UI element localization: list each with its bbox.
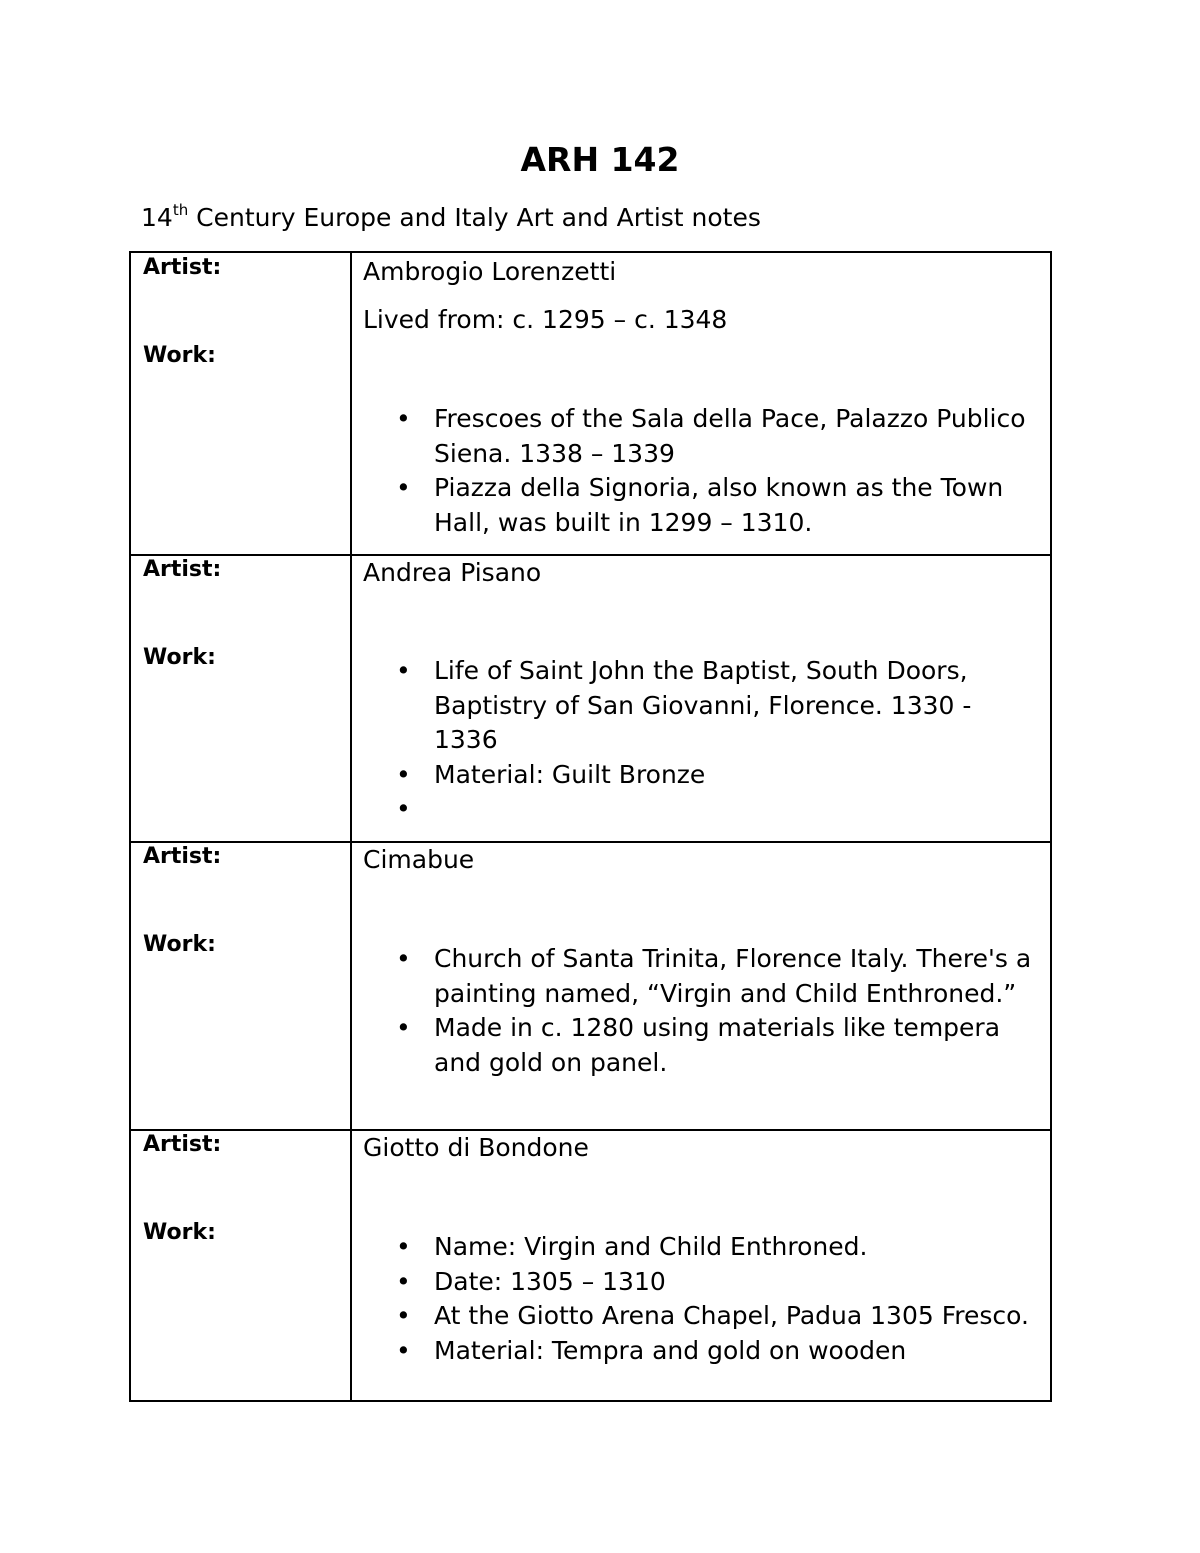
work-label: Work:: [143, 343, 216, 368]
work-label: Work:: [143, 645, 216, 670]
work-text: Made in c. 1280 using materials like tempera and gold on panel.: [434, 1013, 1001, 1077]
table-row: [130, 1130, 1051, 1401]
work-text: Church of Santa Trinita, Florence Italy. There's a painting named, “Virgin and Child Enthroned.”: [434, 944, 1032, 1008]
artist-label: Artist:: [143, 255, 222, 280]
work-text: Piazza della Signoria, also known as the Town Hall, was built in 1299 – 1310.: [434, 473, 1004, 537]
bullet-icon: •: [396, 656, 411, 685]
work-text: Name: Virgin and Child Enthroned.: [434, 1232, 868, 1261]
work-text: Date: 1305 – 1310: [434, 1266, 666, 1296]
artist-name: Cimabue: [363, 845, 475, 874]
subtitle-number: 14: [141, 203, 173, 232]
document-subtitle: [141, 200, 761, 236]
list-item: [396, 402, 1042, 471]
bullet-icon: •: [396, 759, 411, 789]
content-cell: [351, 252, 1051, 555]
content-cell: [351, 842, 1051, 1130]
bullet-icon: •: [396, 1335, 411, 1365]
subtitle-text: Century Europe and Italy Art and Artist notes: [188, 203, 761, 232]
table-row: [130, 555, 1051, 842]
bullet-icon: •: [396, 1232, 411, 1261]
list-item: [396, 1299, 1042, 1334]
artist-notes-table: [129, 251, 1052, 1402]
bullet-icon: •: [396, 1301, 411, 1330]
artist-name: Ambrogio Lorenzetti: [363, 257, 617, 286]
list-item: [396, 1011, 1042, 1080]
content-cell: [351, 1130, 1051, 1401]
bullet-icon: •: [396, 473, 411, 502]
list-item: [396, 758, 1042, 793]
works-list: [396, 942, 1042, 1080]
table-row: [130, 252, 1051, 555]
artist-name: Giotto di Bondone: [363, 1133, 589, 1162]
bullet-icon: •: [396, 1013, 411, 1042]
bullet-icon: •: [396, 404, 411, 433]
lived-dates: Lived from: c. 1295 – c. 1348: [363, 305, 728, 334]
subtitle-superscript: th: [172, 201, 189, 219]
artist-label: Artist:: [143, 1132, 222, 1157]
artist-label: Artist:: [143, 557, 222, 582]
bullet-icon: •: [396, 794, 411, 823]
work-text: Frescoes of the Sala della Pace, Palazzo Publico Siena. 1338 – 1339: [434, 404, 1026, 468]
artist-label: Artist:: [143, 844, 222, 869]
list-item: [396, 654, 1042, 758]
list-item: [396, 792, 1042, 827]
works-list: [396, 402, 1042, 540]
list-item: [396, 942, 1042, 1011]
work-text: Material: Guilt Bronze: [434, 759, 706, 789]
work-text: Life of Saint John the Baptist, South Doors, Baptistry of San Giovanni, Florence. 1330 - 1336: [434, 656, 972, 754]
bullet-icon: •: [396, 944, 411, 973]
label-cell: [130, 252, 351, 555]
work-text: At the Giotto Arena Chapel, Padua 1305 Fresco.: [434, 1301, 1029, 1330]
label-cell: [130, 842, 351, 1130]
works-list: [396, 1230, 1042, 1368]
label-cell: [130, 555, 351, 842]
work-label: Work:: [143, 932, 216, 957]
work-label: Work:: [143, 1220, 216, 1245]
work-text: Material: Tempra and gold on wooden: [434, 1335, 907, 1365]
bullet-icon: •: [396, 1266, 411, 1296]
table-row: [130, 842, 1051, 1130]
label-cell: [130, 1130, 351, 1401]
content-cell: [351, 555, 1051, 842]
list-item: [396, 1230, 1042, 1265]
works-list: [396, 654, 1042, 827]
list-item: [396, 1265, 1042, 1300]
artist-name: Andrea Pisano: [363, 558, 542, 587]
document-title: ARH 142: [520, 140, 680, 179]
list-item: [396, 1334, 1042, 1369]
list-item: [396, 471, 1042, 540]
